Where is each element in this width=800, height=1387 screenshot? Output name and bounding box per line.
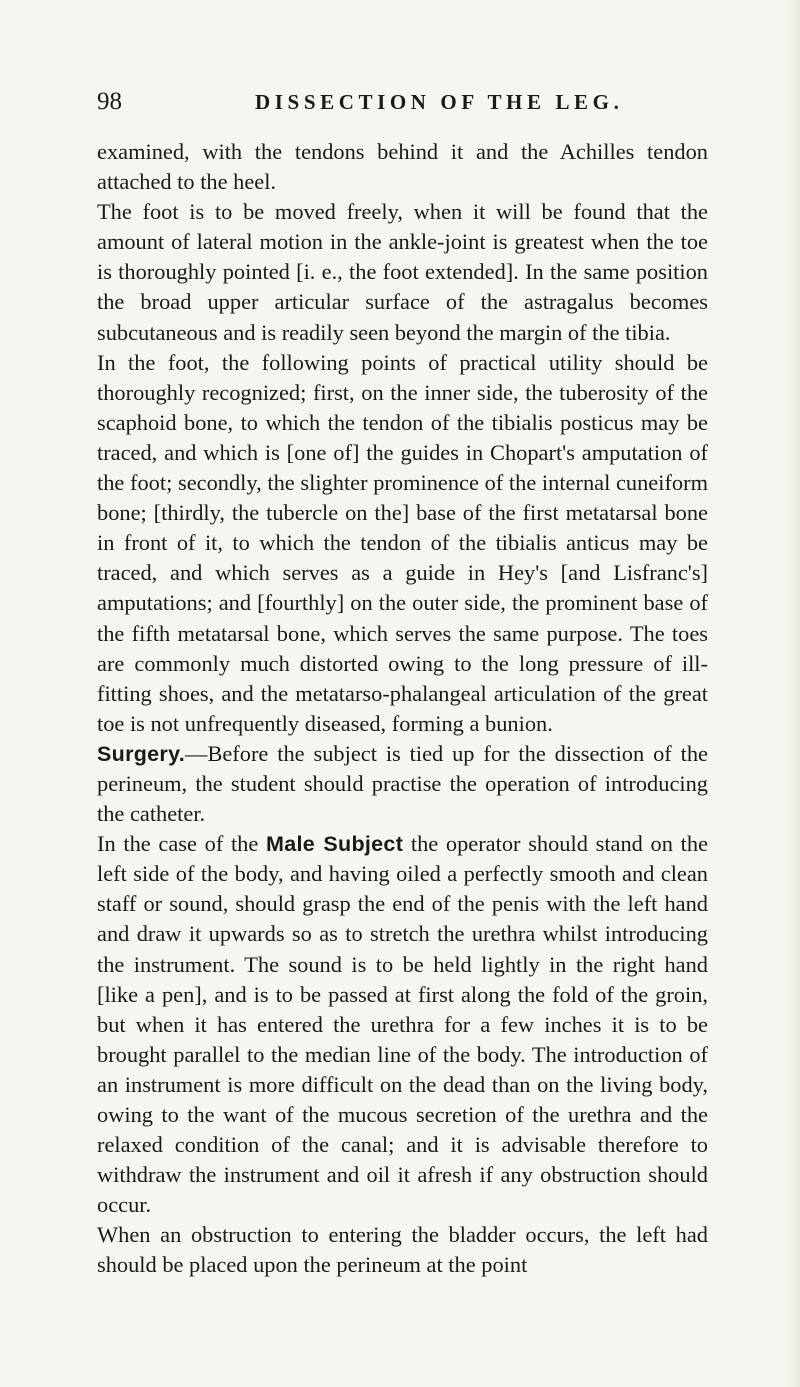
paragraph-text: the operator should stand on the left side of the body, and having oiled a perfectly smooth and clean staff or sound, should grasp the end of the penis with the left hand and draw it upwards so as to stretch the urethra whilst introducing the instrument. The sound is to be held lightly in the right hand [like a pen], and is to be passed at first along the fold of the groin, but when it has entered the urethra for a few inches it is to be brought parallel to the median line of the body. The introduction of an instrument is more difficult on the dead than on the living body, owing to the want of the mucous secretion of the urethra and the relaxed condition of the canal; and it is advisable therefore to withdraw the instrument and oil it afresh if any obstruction should occur.: [97, 831, 709, 1218]
paragraph-text: The foot is to be moved freely, when it will be found that the amount of lateral motion in the ankle-joint is greatest when the toe is thoroughly pointed [i. e., the foot extended]. In the same position the broad upper articular surface of the astragalus becomes subcutaneous and is readily seen beyond the margin of the tibia.: [97, 199, 708, 345]
paragraph: [97, 739, 708, 829]
paragraph: [97, 137, 708, 197]
body-text: [97, 137, 708, 1281]
paragraph: [97, 348, 708, 739]
paragraph-text: When an obstruction to entering the bladder occurs, the left had should be placed upon the perineum at the point: [97, 1222, 708, 1278]
paragraph-text: —Before the subject is tied up for the dissection of the perineum, the student should practise the operation of introducing the catheter.: [97, 740, 708, 827]
paragraph: [97, 829, 708, 1220]
paragraph-text: In the foot, the following points of practical utility should be thoroughly recognized; first, on the inner side, the tuberosity of the scaphoid bone, to which the tendon of the tibialis posticus may be traced, and which is [one of] the guides in Chopart's amputation of the foot; secondly, the slighter prominence of the internal cuneiform bone; [thirdly, the tubercle on the] base of the first metatarsal bone in front of it, to which the tendon of the tibialis anticus may be traced, and which serves as a guide in Hey's [and Lisfranc's] amputations; and [fourthly] on the outer side, the prominent base of the fifth metatarsal bone, which serves the same purpose. The toes are commonly much distorted owing to the long pressure of ill-fitting shoes, and the metatarso-phalangeal articulation of the great toe is not unfrequently diseased, forming a bunion.: [97, 349, 708, 736]
page-number: 98: [97, 88, 122, 115]
paragraph-text: examined, with the tendons behind it and the Achilles tendon attached to the heel.: [97, 139, 708, 195]
paragraph-lead: In the case of the: [97, 831, 267, 857]
paragraph: [97, 1220, 708, 1280]
page-edge-shadow: [786, 0, 800, 1387]
running-head: DISSECTION OF THE LEG.: [255, 90, 624, 114]
paragraph: [97, 197, 708, 347]
section-heading-surgery: Surgery.: [97, 741, 186, 766]
section-heading-male-subject: Male Subject: [266, 832, 404, 857]
page-header: [97, 84, 730, 120]
